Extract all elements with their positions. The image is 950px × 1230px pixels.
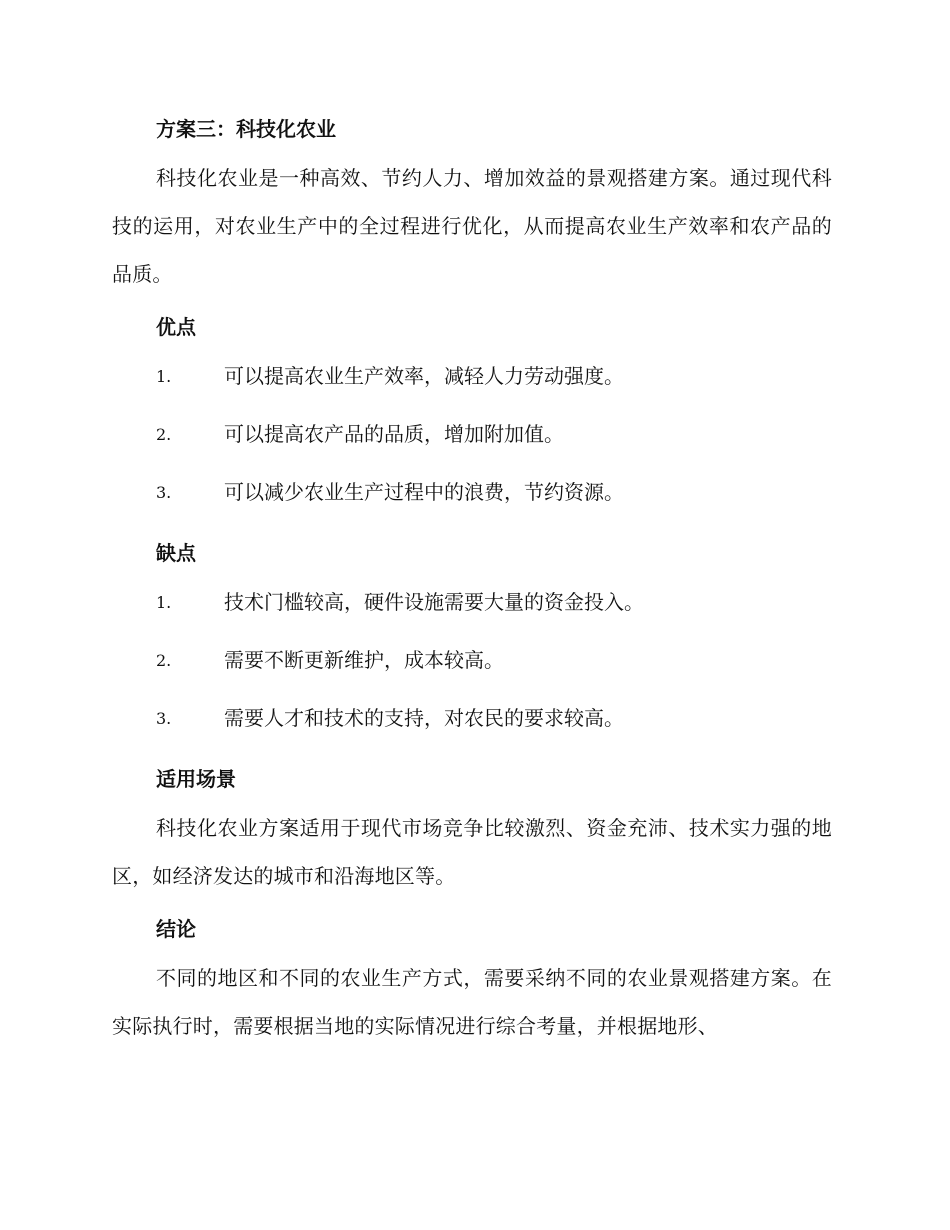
list-item	[112, 468, 832, 526]
scenario-paragraph: 科技化农业方案适用于现代市场竞争比较激烈、资金充沛、技术实力强的地区，如经济发达的城市和沿海地区等。	[112, 816, 832, 888]
cons-heading: 缺点	[156, 541, 196, 565]
list-item	[112, 410, 832, 468]
intro-paragraph: 科技化农业是一种高效、节约人力、增加效益的景观搭建方案。通过现代科技的运用，对农业生产中的全过程进行优化，从而提高农业生产效率和农产品的品质。	[112, 166, 832, 286]
list-item	[112, 352, 832, 410]
pros-heading: 优点	[156, 315, 196, 339]
cons-list	[112, 578, 832, 752]
scenario-heading: 适用场景	[156, 767, 236, 791]
list-item	[112, 578, 832, 636]
conclusion-paragraph: 不同的地区和不同的农业生产方式，需要采纳不同的农业景观搭建方案。在实际执行时，需要根据当地的实际情况进行综合考量，并根据地形、	[112, 966, 832, 1038]
list-number: 3.	[156, 483, 172, 502]
conclusion-heading: 结论	[156, 917, 196, 941]
list-text: 需要不断更新维护，成本较高。	[224, 648, 504, 672]
list-item	[112, 694, 832, 752]
list-text: 需要人才和技术的支持，对农民的要求较高。	[224, 706, 624, 730]
list-text: 可以提高农业生产效率，减轻人力劳动强度。	[224, 364, 624, 388]
list-text: 可以提高农产品的品质，增加附加值。	[224, 422, 564, 446]
list-text: 可以减少农业生产过程中的浪费，节约资源。	[224, 480, 624, 504]
document-body	[112, 110, 832, 1060]
list-text: 技术门槛较高，硬件设施需要大量的资金投入。	[224, 590, 644, 614]
section-title: 方案三：科技化农业	[156, 117, 336, 141]
list-number: 1.	[156, 367, 172, 386]
list-number: 3.	[156, 709, 172, 728]
pros-list	[112, 352, 832, 526]
list-number: 2.	[156, 425, 172, 444]
list-number: 1.	[156, 593, 172, 612]
list-number: 2.	[156, 651, 172, 670]
list-item	[112, 636, 832, 694]
